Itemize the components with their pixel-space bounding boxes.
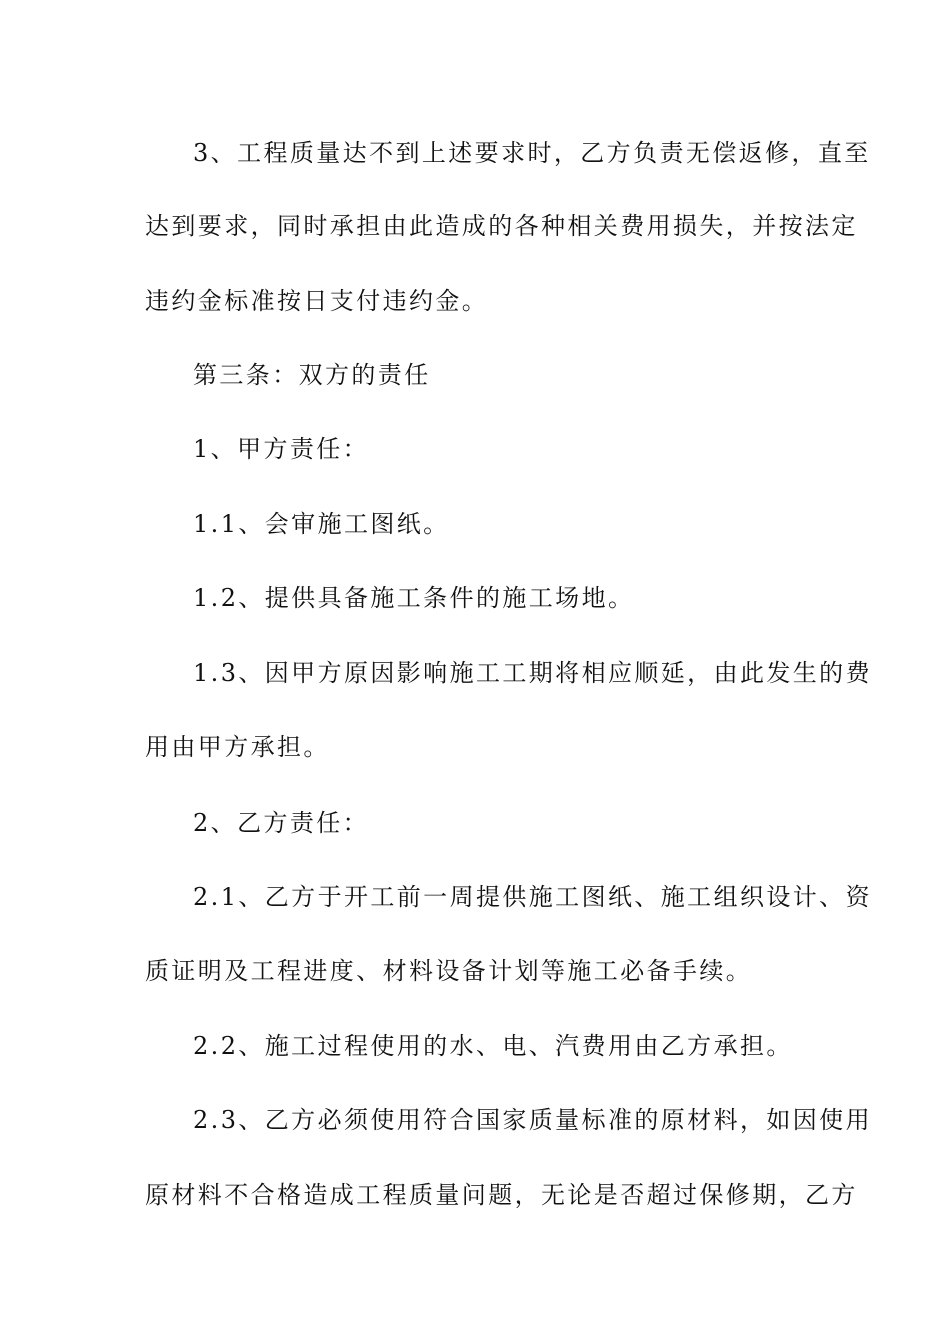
clause-item: 1.3、因甲方原因影响施工工期将相应顺延，由此发生的费	[193, 659, 872, 687]
paragraph-line: 质证明及工程进度、材料设备计划等施工必备手续。	[145, 957, 753, 985]
paragraph-line: 违约金标准按日支付违约金。	[145, 287, 489, 315]
section-heading: 第三条：双方的责任	[193, 361, 431, 389]
paragraph-line: 原材料不合格造成工程质量问题，无论是否超过保修期，乙方	[145, 1181, 858, 1209]
subsection-heading: 1、甲方责任：	[193, 435, 370, 463]
paragraph-line: 用由甲方承担。	[145, 733, 330, 761]
clause-item: 2.3、乙方必须使用符合国家质量标准的原材料，如因使用	[193, 1106, 872, 1134]
clause-item: 2.1、乙方于开工前一周提供施工图纸、施工组织设计、资	[193, 883, 872, 911]
paragraph-line: 达到要求，同时承担由此造成的各种相关费用损失，并按法定	[145, 212, 858, 240]
clause-item: 2.2、施工过程使用的水、电、汽费用由乙方承担。	[193, 1032, 793, 1060]
clause-item: 1.2、提供具备施工条件的施工场地。	[193, 584, 635, 612]
clause-item: 1.1、会审施工图纸。	[193, 510, 450, 538]
subsection-heading: 2、乙方责任：	[193, 809, 370, 837]
paragraph-line: 3、工程质量达不到上述要求时，乙方负责无偿返修，直至	[193, 139, 871, 167]
